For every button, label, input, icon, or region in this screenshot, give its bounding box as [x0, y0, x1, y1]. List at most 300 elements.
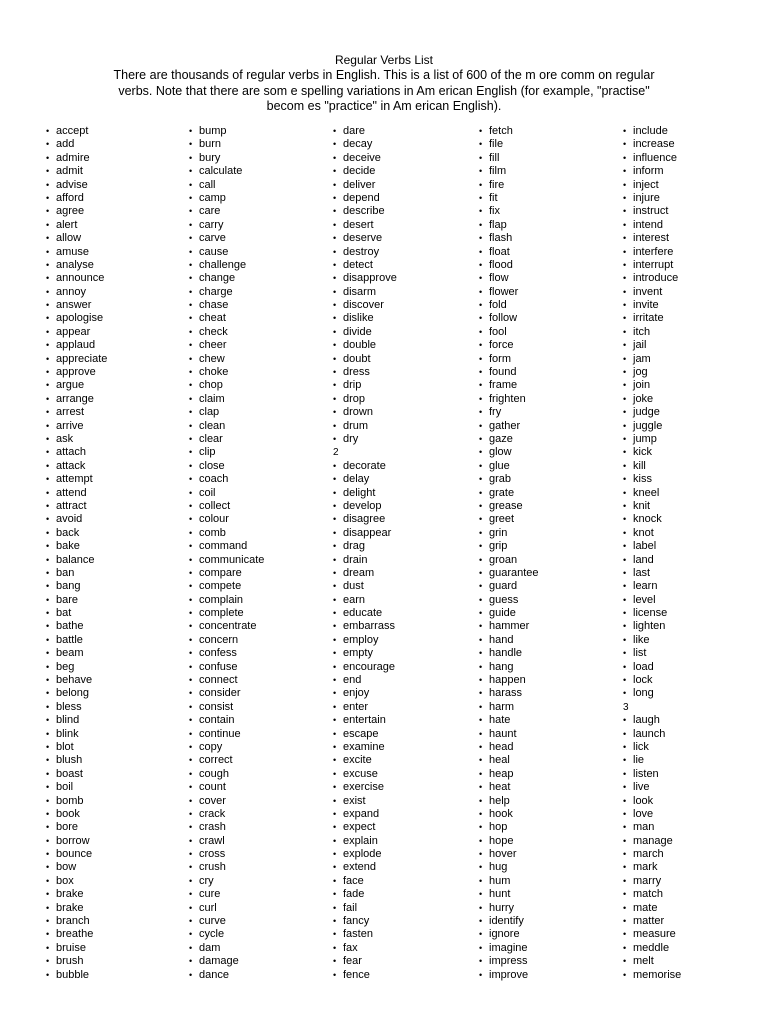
verb-label: expand	[343, 807, 380, 820]
list-item	[479, 473, 539, 486]
list-item	[333, 152, 397, 165]
list-item	[46, 246, 107, 259]
list-item	[479, 607, 539, 620]
verb-label: allow	[56, 232, 82, 245]
verb-label: explode	[343, 848, 382, 861]
verb-label: dream	[343, 566, 375, 579]
list-item	[623, 312, 681, 325]
list-item	[189, 554, 264, 567]
verb-label: bake	[56, 540, 80, 553]
verb-columns	[0, 125, 768, 995]
list-item	[46, 420, 107, 433]
list-item	[333, 821, 397, 834]
bullet: •	[333, 380, 337, 391]
verb-label: connect	[199, 674, 238, 687]
verb-label: live	[633, 781, 650, 794]
verb-label: hook	[489, 807, 513, 820]
verb-label: melt	[633, 955, 654, 968]
list-item	[479, 433, 539, 446]
bullet: •	[479, 139, 483, 150]
list-item	[46, 955, 107, 968]
list-item	[333, 674, 397, 687]
bullet: •	[333, 929, 337, 940]
bullet: •	[189, 527, 193, 538]
bullet: •	[333, 675, 337, 686]
list-item	[333, 125, 397, 138]
bullet: •	[333, 393, 337, 404]
verb-label: count	[199, 781, 226, 794]
list-item	[189, 513, 264, 526]
bullet: •	[623, 782, 627, 793]
bullet: •	[623, 728, 627, 739]
bullet: •	[46, 139, 50, 150]
list-item	[623, 540, 681, 553]
list-item	[46, 795, 107, 808]
page-number: 3	[623, 701, 629, 713]
verb-label: embarrass	[343, 620, 395, 633]
bullet: •	[189, 675, 193, 686]
bullet: •	[189, 902, 193, 913]
bullet: •	[479, 755, 483, 766]
list-item	[623, 179, 681, 192]
verb-label: apologise	[56, 312, 104, 325]
verb-label: join	[633, 379, 651, 392]
verb-label: compete	[199, 580, 242, 593]
bullet: •	[189, 969, 193, 980]
list-item	[623, 875, 681, 888]
verb-label: end	[343, 674, 362, 687]
verb-label: comb	[199, 526, 226, 539]
verb-label: compare	[199, 566, 242, 579]
list-item	[46, 674, 107, 687]
verb-label: afford	[56, 191, 84, 204]
list-item	[333, 232, 397, 245]
list-item	[333, 527, 397, 540]
verb-label: argue	[56, 379, 85, 392]
bullet: •	[333, 835, 337, 846]
verb-label: collect	[199, 499, 231, 512]
bullet: •	[333, 608, 337, 619]
list-item	[623, 433, 681, 446]
verb-label: form	[489, 352, 511, 365]
verb-label: bump	[199, 125, 227, 137]
list-item	[189, 902, 264, 915]
verb-label: grin	[489, 526, 508, 539]
bullet: •	[333, 126, 337, 136]
list-item	[333, 165, 397, 178]
bullet: •	[333, 581, 337, 592]
bullet: •	[46, 634, 50, 645]
verb-label: attach	[56, 446, 86, 459]
list-item	[623, 915, 681, 928]
list-item	[623, 379, 681, 392]
bullet: •	[623, 715, 627, 726]
bullet: •	[623, 259, 627, 270]
verb-label: found	[489, 366, 517, 379]
list-item	[479, 902, 539, 915]
list-item	[46, 594, 107, 607]
verb-label: confuse	[199, 660, 238, 673]
list-item	[189, 339, 264, 352]
verb-label: complete	[199, 607, 244, 620]
list-item	[479, 942, 539, 955]
list-item	[479, 701, 539, 714]
bullet: •	[46, 259, 50, 270]
bullet: •	[479, 152, 483, 163]
verb-label: hurry	[489, 901, 515, 914]
verb-label: close	[199, 459, 225, 472]
verb-label: chase	[199, 299, 229, 312]
bullet: •	[46, 353, 50, 364]
verb-label: applaud	[56, 339, 96, 352]
verb-label: mate	[633, 901, 658, 914]
bullet: •	[46, 273, 50, 284]
bullet: •	[479, 621, 483, 632]
verb-label: exercise	[343, 781, 384, 794]
list-item	[189, 728, 264, 741]
list-item	[189, 312, 264, 325]
bullet: •	[46, 701, 50, 712]
bullet: •	[333, 567, 337, 578]
bullet: •	[46, 152, 50, 163]
list-item	[479, 179, 539, 192]
bullet: •	[479, 648, 483, 659]
list-item	[623, 205, 681, 218]
bullet: •	[479, 233, 483, 244]
bullet: •	[189, 715, 193, 726]
bullet: •	[189, 300, 193, 311]
list-item	[479, 580, 539, 593]
verb-label: kiss	[633, 473, 652, 486]
verb-label: fence	[343, 968, 370, 981]
list-item	[479, 312, 539, 325]
bullet: •	[46, 728, 50, 739]
bullet: •	[333, 808, 337, 819]
verb-label: fade	[343, 888, 365, 901]
bullet: •	[46, 741, 50, 752]
bullet: •	[189, 808, 193, 819]
list-item	[46, 768, 107, 781]
verb-label: crack	[199, 807, 226, 820]
list-item	[333, 379, 397, 392]
list-item	[46, 902, 107, 915]
bullet: •	[333, 755, 337, 766]
bullet: •	[333, 795, 337, 806]
list-item	[479, 152, 539, 165]
verb-label: delay	[343, 473, 370, 486]
list-item	[479, 835, 539, 848]
list-item	[46, 205, 107, 218]
bullet: •	[479, 367, 483, 378]
list-item	[333, 393, 397, 406]
bullet: •	[623, 929, 627, 940]
bullet: •	[623, 849, 627, 860]
verb-label: bury	[199, 151, 221, 164]
bullet: •	[189, 688, 193, 699]
bullet: •	[189, 192, 193, 203]
verb-label: invent	[633, 285, 663, 298]
verb-label: judge	[633, 406, 660, 419]
verb-label: carry	[199, 218, 224, 231]
bullet: •	[479, 581, 483, 592]
verb-label: marry	[633, 874, 662, 887]
list-item	[46, 634, 107, 647]
bullet: •	[333, 916, 337, 927]
bullet: •	[333, 902, 337, 913]
verb-label: chop	[199, 379, 223, 392]
list-item	[189, 687, 264, 700]
bullet: •	[333, 514, 337, 525]
list-item	[623, 594, 681, 607]
verb-label: contain	[199, 714, 235, 727]
list-item	[479, 379, 539, 392]
bullet: •	[479, 353, 483, 364]
verb-label: crush	[199, 861, 226, 874]
list-item	[189, 272, 264, 285]
list-item	[623, 420, 681, 433]
list-item	[46, 647, 107, 660]
bullet: •	[189, 246, 193, 257]
verb-label: fear	[343, 955, 362, 968]
verb-label: bore	[56, 821, 79, 834]
verb-label: heap	[489, 767, 514, 780]
list-item	[189, 969, 264, 982]
list-item	[333, 406, 397, 419]
list-item	[479, 393, 539, 406]
verb-label: interrupt	[633, 258, 674, 271]
verb-label: discover	[343, 299, 384, 312]
verb-column-2	[189, 125, 264, 982]
list-item	[46, 353, 107, 366]
list-item	[479, 500, 539, 513]
list-item	[623, 928, 681, 941]
list-item	[623, 687, 681, 700]
verb-label: consist	[199, 700, 234, 713]
bullet: •	[46, 487, 50, 498]
verb-label: glow	[489, 446, 512, 459]
bullet: •	[46, 286, 50, 297]
verb-label: inject	[633, 178, 659, 191]
verb-label: fasten	[343, 928, 373, 941]
verb-label: cheat	[199, 312, 226, 325]
bullet: •	[46, 956, 50, 967]
bullet: •	[333, 407, 337, 418]
verb-label: fool	[489, 325, 507, 338]
list-item	[333, 312, 397, 325]
bullet: •	[189, 233, 193, 244]
bullet: •	[479, 340, 483, 351]
bullet: •	[333, 286, 337, 297]
verb-label: bless	[56, 700, 82, 713]
list-item	[46, 835, 107, 848]
bullet: •	[189, 554, 193, 565]
bullet: •	[479, 768, 483, 779]
verb-label: interest	[633, 232, 670, 245]
verb-label: face	[343, 874, 364, 887]
verb-label: alert	[56, 218, 78, 231]
list-item	[623, 647, 681, 660]
verb-label: knot	[633, 526, 654, 539]
verb-label: film	[489, 165, 507, 178]
bullet: •	[333, 246, 337, 257]
list-item	[479, 808, 539, 821]
list-item	[46, 808, 107, 821]
list-item	[46, 728, 107, 741]
list-item	[189, 487, 264, 500]
bullet: •	[333, 206, 337, 217]
verb-label: excite	[343, 754, 372, 767]
verb-label: balance	[56, 553, 95, 566]
verb-label: colour	[199, 513, 229, 526]
verb-label: cheer	[199, 339, 227, 352]
bullet: •	[333, 741, 337, 752]
verb-label: long	[633, 687, 654, 700]
list-item	[623, 620, 681, 633]
list-item	[623, 152, 681, 165]
bullet: •	[189, 956, 193, 967]
list-item	[623, 487, 681, 500]
page-title: Regular Verbs List	[334, 53, 434, 67]
verb-label: knock	[633, 513, 662, 526]
verb-label: enter	[343, 700, 369, 713]
list-item	[479, 165, 539, 178]
bullet: •	[189, 875, 193, 886]
list-item	[333, 620, 397, 633]
list-item	[333, 915, 397, 928]
list-item	[189, 446, 264, 459]
bullet: •	[623, 152, 627, 163]
verb-label: identify	[489, 915, 524, 928]
bullet: •	[189, 661, 193, 672]
bullet: •	[623, 206, 627, 217]
list-item	[46, 473, 107, 486]
verb-label: complain	[199, 593, 244, 606]
verb-label: jail	[633, 339, 647, 352]
list-item	[189, 138, 264, 151]
verb-label: kneel	[633, 486, 660, 499]
bullet: •	[333, 326, 337, 337]
verb-label: look	[633, 794, 654, 807]
verb-label: dance	[199, 968, 229, 981]
verb-label: cough	[199, 767, 229, 780]
list-item	[479, 406, 539, 419]
list-item	[333, 326, 397, 339]
bullet: •	[46, 675, 50, 686]
list-item	[333, 795, 397, 808]
list-item	[333, 875, 397, 888]
list-item	[479, 299, 539, 312]
list-item	[623, 821, 681, 834]
bullet: •	[46, 474, 50, 485]
list-item	[333, 460, 397, 473]
bullet: •	[46, 527, 50, 538]
verb-label: breathe	[56, 928, 94, 941]
bullet: •	[46, 192, 50, 203]
bullet: •	[623, 634, 627, 645]
bullet: •	[189, 608, 193, 619]
verb-label: float	[489, 245, 510, 258]
list-item	[333, 647, 397, 660]
list-item	[623, 607, 681, 620]
bullet: •	[189, 487, 193, 498]
list-item	[333, 768, 397, 781]
bullet: •	[623, 768, 627, 779]
bullet: •	[623, 608, 627, 619]
verb-column-3	[333, 125, 397, 982]
list-item	[479, 915, 539, 928]
bullet: •	[479, 889, 483, 900]
bullet: •	[46, 219, 50, 230]
bullet: •	[189, 152, 193, 163]
bullet: •	[333, 554, 337, 565]
list-item	[189, 795, 264, 808]
bullet: •	[189, 929, 193, 940]
verb-label: belong	[56, 687, 90, 700]
bullet: •	[623, 433, 627, 444]
verb-label: ban	[56, 566, 75, 579]
list-item	[333, 339, 397, 352]
bullet: •	[333, 942, 337, 953]
bullet: •	[479, 849, 483, 860]
list-item	[189, 848, 264, 861]
bullet: •	[189, 541, 193, 552]
bullet: •	[479, 956, 483, 967]
verb-label: lick	[633, 740, 649, 753]
list-item	[479, 487, 539, 500]
verb-label: learn	[633, 580, 658, 593]
bullet: •	[46, 246, 50, 257]
verb-label: battle	[56, 633, 83, 646]
verb-label: brush	[56, 955, 84, 968]
verb-label: back	[56, 526, 80, 539]
bullet: •	[46, 233, 50, 244]
verb-label: curl	[199, 901, 217, 914]
verb-label: blind	[56, 714, 80, 727]
verb-label: joke	[633, 392, 654, 405]
list-item	[333, 955, 397, 968]
bullet: •	[46, 380, 50, 391]
verb-label: flow	[489, 272, 509, 285]
list-item	[46, 580, 107, 593]
bullet: •	[479, 487, 483, 498]
bullet: •	[333, 420, 337, 431]
verb-label: laugh	[633, 714, 660, 727]
verb-label: excuse	[343, 767, 378, 780]
list-item	[623, 835, 681, 848]
verb-label: depend	[343, 191, 380, 204]
bullet: •	[333, 139, 337, 150]
bullet: •	[46, 661, 50, 672]
bullet: •	[333, 487, 337, 498]
verb-label: level	[633, 593, 656, 606]
verb-label: coil	[199, 486, 216, 499]
verb-label: drown	[343, 406, 373, 419]
list-item	[46, 165, 107, 178]
bullet: •	[623, 554, 627, 565]
bullet: •	[333, 621, 337, 632]
list-item	[479, 781, 539, 794]
list-item	[333, 687, 397, 700]
verb-label: charge	[199, 285, 233, 298]
verb-label: dare	[343, 125, 366, 137]
bullet: •	[189, 889, 193, 900]
list-item	[46, 312, 107, 325]
list-item	[46, 219, 107, 232]
list-item	[189, 647, 264, 660]
bullet: •	[623, 688, 627, 699]
verb-label: employ	[343, 633, 379, 646]
verb-column-5	[623, 125, 681, 982]
